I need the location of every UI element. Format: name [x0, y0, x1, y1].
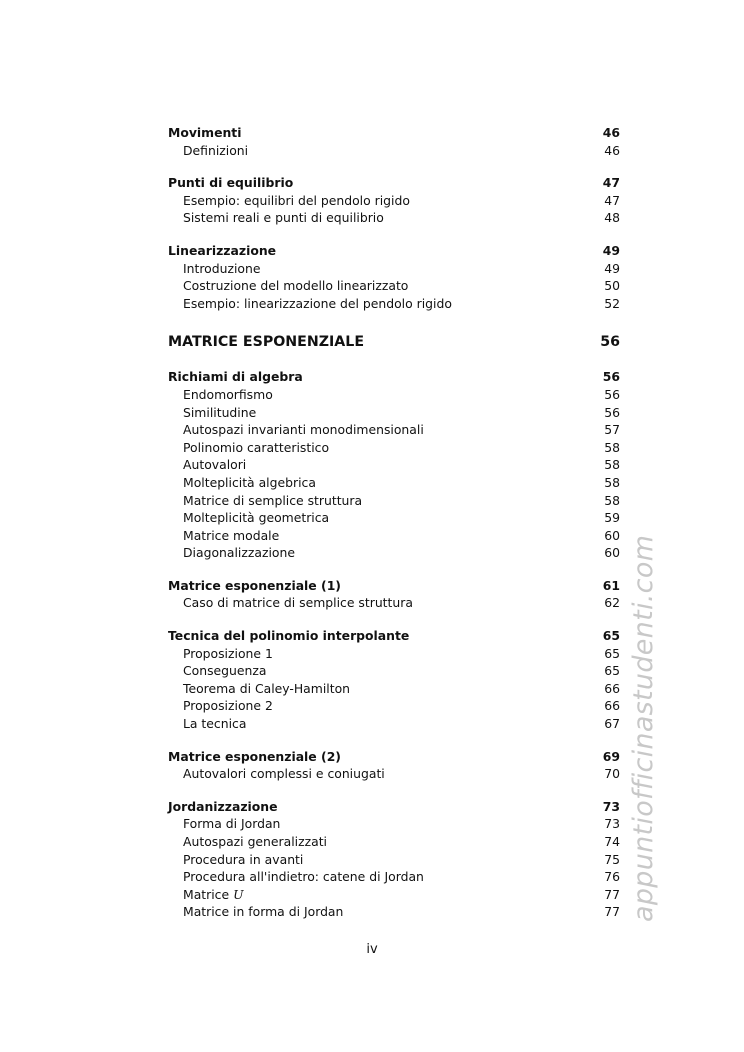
toc-entry-page: 48 [604, 210, 620, 226]
toc-subsection [168, 851, 620, 869]
toc-entry-title: La tecnica [183, 716, 247, 732]
toc-subsection [168, 645, 620, 663]
toc-entry-page: 69 [602, 748, 620, 764]
toc-subsection [168, 868, 620, 886]
toc-entry-title: Tecnica del polinomio interpolante [168, 628, 410, 644]
toc-spacer [168, 312, 620, 332]
toc-entry-title: Teorema di Caley-Hamilton [183, 680, 351, 696]
toc-entry-page: 58 [604, 439, 620, 455]
toc-entry-title: Forma di Jordan [183, 816, 281, 832]
toc-entry-title: Movimenti [168, 125, 242, 140]
toc-entry-page: 62 [604, 595, 620, 611]
toc-section [168, 124, 620, 142]
toc-entry-title: Autovalori [183, 457, 247, 473]
toc-spacer [168, 352, 620, 368]
toc-entry-page: 47 [602, 175, 620, 191]
toc-entry-title: Procedura in avanti [183, 851, 304, 867]
toc-entry-page: 58 [604, 474, 620, 490]
toc-entry-page: 56 [604, 386, 620, 402]
toc-subsection [168, 295, 620, 313]
toc-entry-page: 77 [604, 886, 620, 902]
toc-entry-page: 52 [604, 295, 620, 311]
toc-entry-title: Caso di matrice di semplice struttura [183, 595, 413, 611]
toc-entry-title: Definizioni [183, 142, 249, 158]
toc-entry-title: Punti di equilibrio [168, 175, 294, 191]
toc-subsection [168, 527, 620, 545]
toc-entry-title: Matrice in forma di Jordan [183, 904, 344, 920]
toc-section [168, 174, 620, 192]
toc-entry-title: Matrice esponenziale (1) [168, 577, 341, 593]
toc-entry-page: 50 [604, 278, 620, 294]
toc-entry-title: Autovalori complessi e coniugati [183, 766, 385, 782]
toc-entry-page: 58 [604, 492, 620, 508]
toc-entry-title: Introduzione [183, 260, 261, 276]
toc-entry-page: 75 [604, 851, 620, 867]
toc-spacer [168, 562, 620, 577]
toc-entry-title: MATRICE ESPONENZIALE [168, 334, 365, 351]
toc-spacer [168, 733, 620, 748]
toc-entry-title: Esempio: linearizzazione del pendolo rigido [183, 295, 452, 311]
toc-entry-page: 56 [600, 334, 620, 351]
toc-subsection [168, 277, 620, 295]
toc-subsection [168, 386, 620, 404]
toc-subsection [168, 142, 620, 160]
toc-subsection [168, 833, 620, 851]
toc-subsection [168, 492, 620, 510]
toc-entry-page: 47 [604, 192, 620, 208]
toc-entry-page: 73 [602, 798, 620, 814]
toc-section [168, 577, 620, 595]
toc-entry-title: Matrice esponenziale (2) [168, 748, 341, 764]
toc-subsection [168, 209, 620, 227]
toc-entry-page: 77 [604, 904, 620, 920]
toc-entry-page: 56 [604, 404, 620, 420]
toc-subsection [168, 474, 620, 492]
toc-entry-page: 76 [604, 869, 620, 885]
toc-subsection [168, 903, 620, 921]
toc-subsection [168, 509, 620, 527]
toc-entry-title: Proposizione 2 [183, 698, 273, 714]
toc-entry-title: Molteplicità geometrica [183, 510, 330, 526]
toc-entry-page: 60 [604, 545, 620, 561]
toc-entry-page: 65 [602, 628, 620, 644]
page-number: iv [366, 942, 378, 957]
toc-subsection [168, 765, 620, 783]
toc-entry-page: 65 [604, 645, 620, 661]
toc-entry-page: 49 [602, 242, 620, 258]
toc-subsection [168, 715, 620, 733]
toc-subsection [168, 439, 620, 457]
toc-subsection [168, 680, 620, 698]
toc-entry-title: Esempio: equilibri del pendolo rigido [183, 192, 410, 208]
toc-section [168, 798, 620, 816]
toc-entry-title: Autospazi invarianti monodimensionali [183, 422, 424, 438]
toc-entry-title: Endomorfismo [183, 386, 273, 402]
toc-subsection [168, 421, 620, 439]
toc-entry-page: 61 [602, 577, 620, 593]
toc-section [168, 748, 620, 766]
toc-subsection [168, 260, 620, 278]
toc-entry-title: Richiami di algebra [168, 369, 303, 385]
toc-entry-page: 73 [604, 816, 620, 832]
toc-entry-title: Polinomio caratteristico [183, 439, 330, 455]
toc-subsection [168, 456, 620, 474]
toc-entry-page: 67 [604, 716, 620, 732]
toc-spacer [168, 783, 620, 798]
toc-entry-title: Jordanizzazione [168, 798, 278, 814]
toc-entry-page: 49 [604, 260, 620, 276]
toc-subsection [168, 886, 620, 904]
toc-subsection [168, 594, 620, 612]
toc-entry-title: Molteplicità algebrica [183, 474, 316, 490]
toc-spacer [168, 612, 620, 627]
toc-entry-page: 56 [602, 369, 620, 385]
toc-entry-title: Autospazi generalizzati [183, 834, 328, 849]
toc-entry-page: 65 [604, 663, 620, 679]
toc-entry-page: 74 [604, 834, 620, 849]
toc-entry-page: 66 [604, 698, 620, 714]
toc-spacer [168, 227, 620, 242]
toc-entry-title: Sistemi reali e punti di equilibrio [183, 210, 384, 226]
toc-entry-page: 57 [604, 422, 620, 438]
toc-section [168, 627, 620, 645]
toc-entry-page: 59 [604, 510, 620, 526]
toc-section [168, 242, 620, 260]
toc-entry-title: Matrice di semplice struttura [183, 492, 363, 508]
watermark: appuntiofficinastudenti.com [628, 534, 659, 922]
toc-entry-title: Conseguenza [183, 663, 267, 679]
toc-subsection [168, 815, 620, 833]
toc-entry-title: Proposizione 1 [183, 645, 273, 661]
toc-entry-title: Costruzione del modello linearizzato [183, 278, 409, 294]
toc-entry-page: 66 [604, 680, 620, 696]
toc-entry-page: 46 [604, 142, 620, 158]
toc-entry-page: 60 [604, 527, 620, 543]
toc-subsection [168, 662, 620, 680]
toc-entry-title: Matrice U [183, 886, 244, 902]
toc-section [168, 368, 620, 386]
toc-subsection [168, 192, 620, 210]
toc-entry-title: Matrice modale [183, 527, 280, 543]
toc-entry-page: 58 [604, 457, 620, 473]
toc-spacer [168, 159, 620, 174]
toc-chapter [168, 332, 620, 352]
toc-entry-title: Procedura all'indietro: catene di Jordan [183, 869, 424, 885]
toc-entry-title: Diagonalizzazione [183, 545, 295, 561]
toc-subsection [168, 697, 620, 715]
toc-subsection [168, 404, 620, 422]
toc-entry-title: Similitudine [183, 404, 257, 420]
table-of-contents [168, 124, 620, 921]
toc-entry-title: Linearizzazione [168, 242, 277, 258]
toc-subsection [168, 544, 620, 562]
toc-entry-page: 70 [604, 766, 620, 782]
toc-entry-page: 46 [602, 125, 620, 140]
